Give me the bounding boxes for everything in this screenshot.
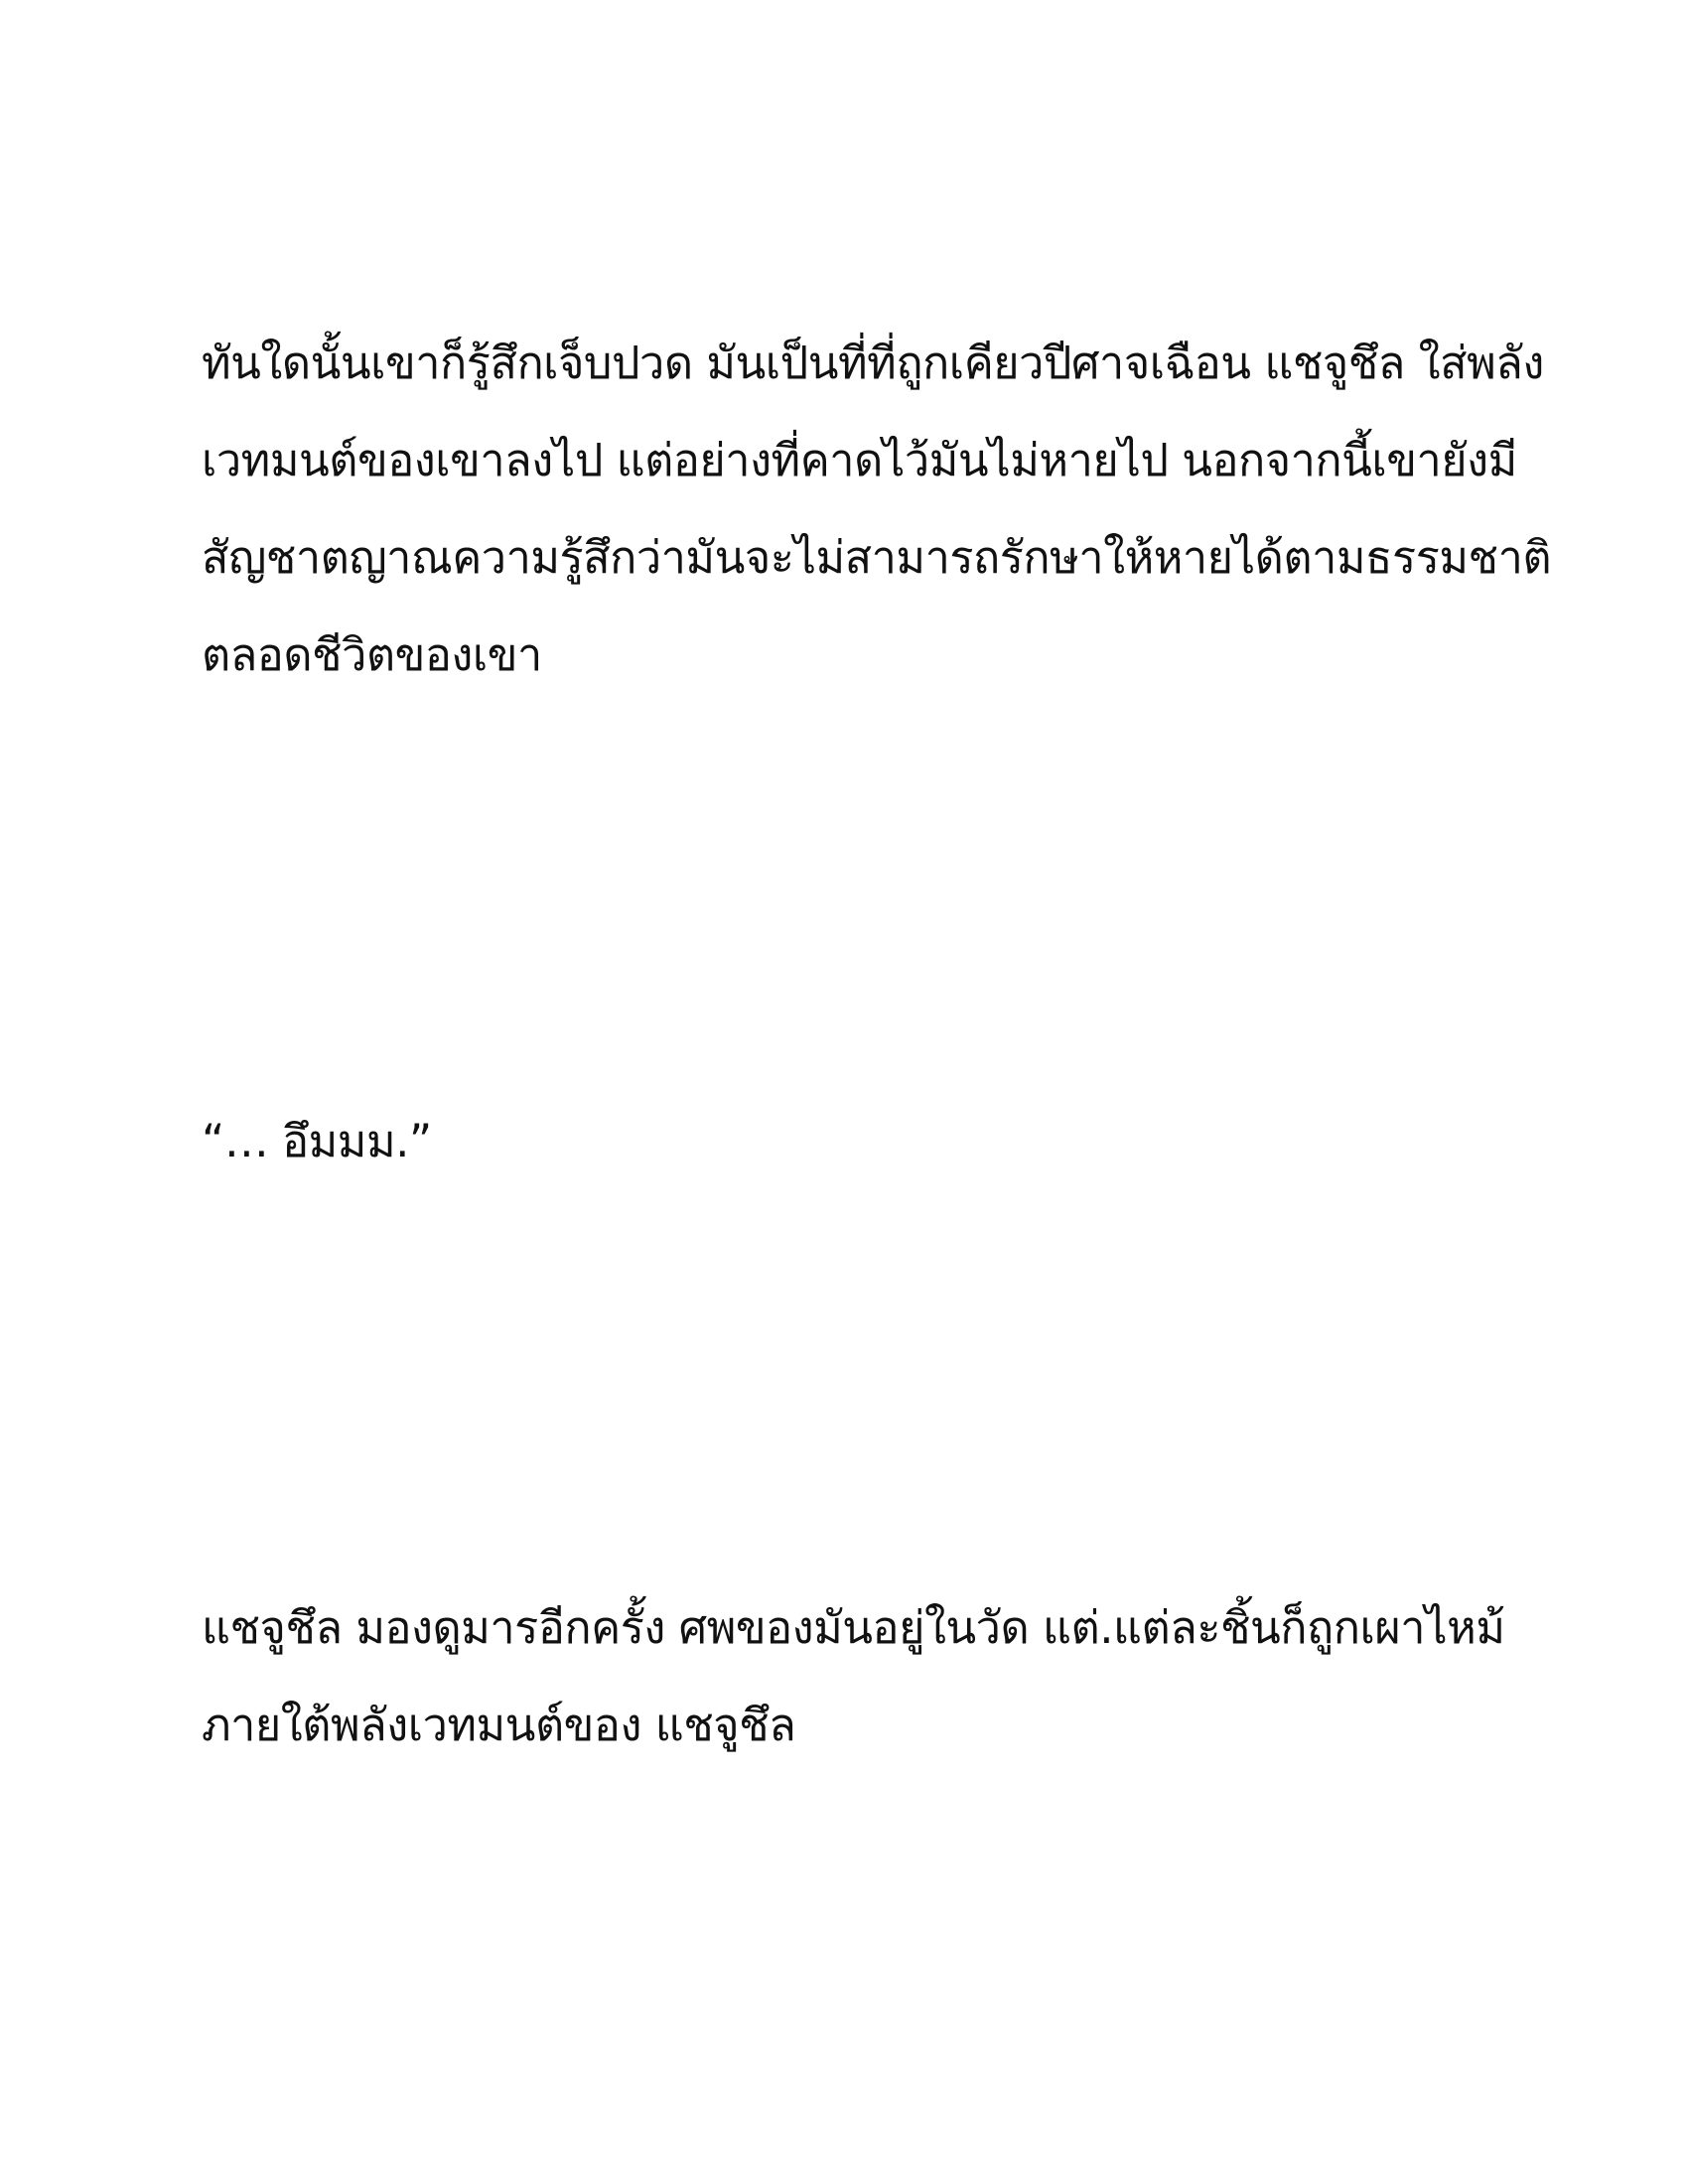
paragraph-line: แชจูชึล มองดูมารอีกครั้ง ศพของมันอยู่ในวัด แต่.แต่ละชิ้นก็ถูกเผาไหม้ (202, 1601, 1505, 1654)
paragraph-line: ภายใต้พลังเวทมนต์ของ แชจูชึล (202, 1699, 796, 1751)
paragraph-line: สัญชาตญาณความรู้สึกว่ามันจะไม่สามารถรักษาให้หายได้ตามธรรมชาติ (202, 531, 1552, 584)
paragraph-line: ตลอดชีวิตของเขา (202, 628, 542, 681)
paragraph-line: เวทมนต์ของเขาลงไป แต่อย่างที่คาดไว้มันไม่หายไป นอกจากนี้เขายังมี (202, 434, 1517, 486)
paragraph-line: ทันใดนั้นเขาก็รู้สึกเจ็บปวด มันเป็นที่ที่ถูกเคียวปีศาจเฉือน แชจูชึล ใส่พลัง (202, 337, 1544, 389)
dialogue-line: “… อึมมม.” (202, 1115, 432, 1167)
